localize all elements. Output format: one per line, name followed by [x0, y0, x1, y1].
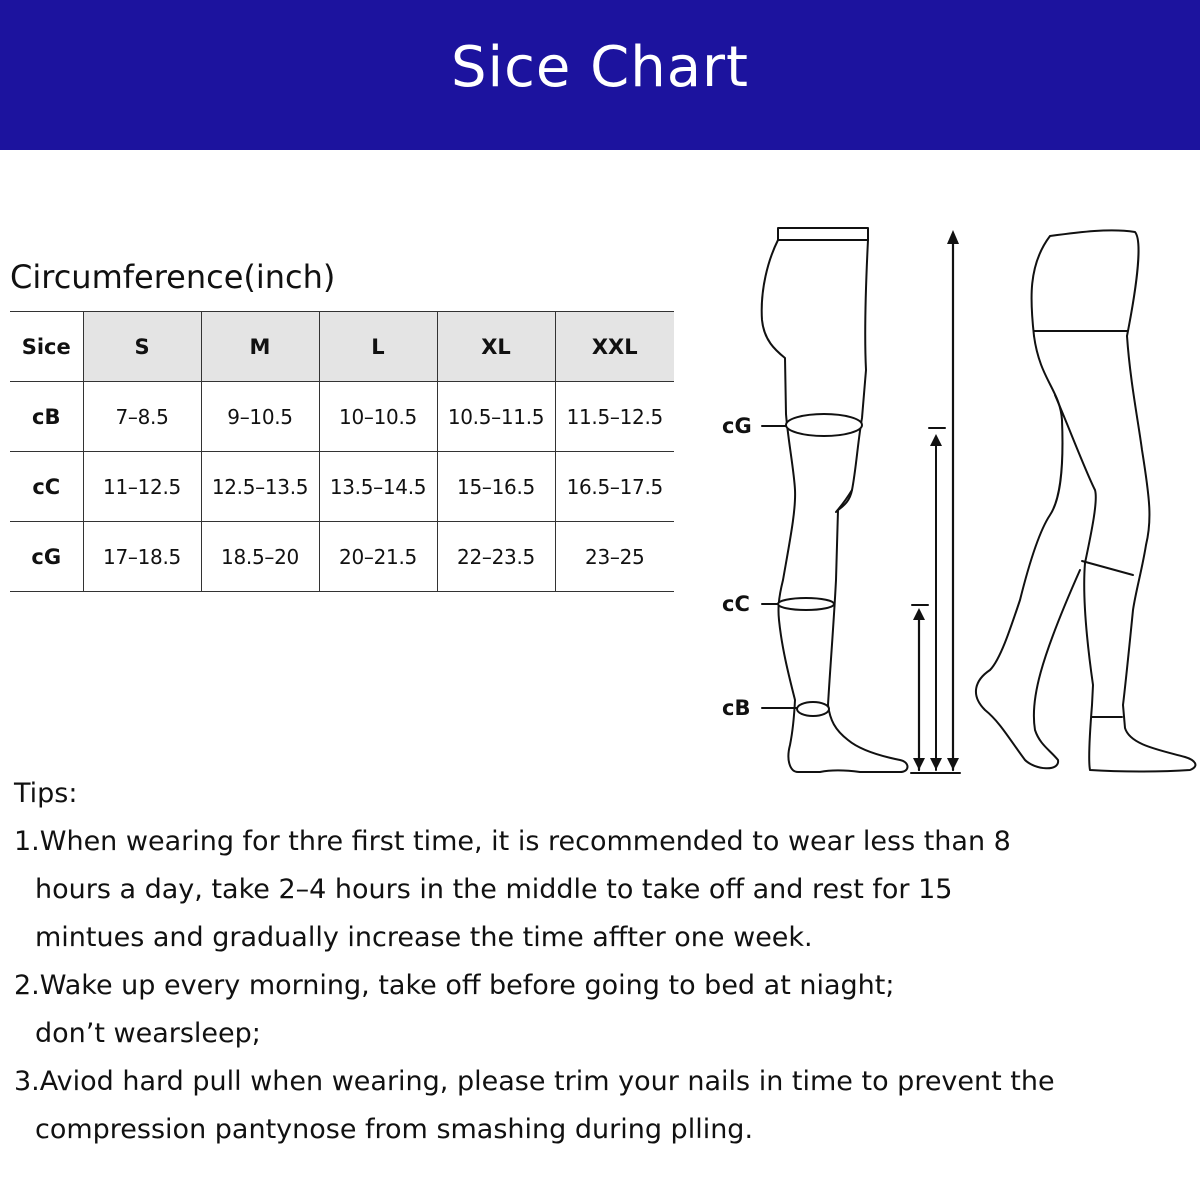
table-cell: 22–23.5	[437, 522, 555, 592]
table-caption: Circumference(inch)	[10, 258, 336, 296]
table-corner-label: Sice	[10, 312, 83, 382]
tip-number: 1.	[14, 826, 40, 857]
tip-line: don’t wearsleep;	[35, 1018, 261, 1049]
column-header-xl: XL	[437, 312, 555, 382]
table-cell: 10.5–11.5	[437, 382, 555, 452]
cc-label: cC	[722, 592, 750, 616]
header-banner	[0, 0, 1200, 150]
table-row-cc	[10, 452, 674, 522]
table-row-cg	[10, 522, 674, 592]
table-cell: 13.5–14.5	[319, 452, 437, 522]
tip-number: 3.	[14, 1066, 40, 1097]
table-cell: 15–16.5	[437, 452, 555, 522]
tip-line: compression pantynose from smashing during plling.	[35, 1114, 754, 1145]
table-cell: 9–10.5	[201, 382, 319, 452]
page-title: Sice Chart	[450, 34, 750, 100]
cb-label: cB	[722, 696, 751, 720]
column-header-l: L	[319, 312, 437, 382]
table-cell: 11–12.5	[83, 452, 201, 522]
table-cell: 23–25	[555, 522, 674, 592]
leg-illustration-icon	[700, 220, 1200, 780]
row-label: cC	[10, 452, 83, 522]
tip-item	[14, 962, 1194, 1058]
table-header-row	[10, 312, 674, 382]
column-header-s: S	[83, 312, 201, 382]
table-cell: 18.5–20	[201, 522, 319, 592]
tip-item	[14, 1058, 1194, 1154]
table-cell: 20–21.5	[319, 522, 437, 592]
tip-line: Wake up every morning, take off before going to bed at niaght;	[39, 970, 895, 1001]
column-header-m: M	[201, 312, 319, 382]
tip-number: 2.	[14, 970, 40, 1001]
table-cell: 10–10.5	[319, 382, 437, 452]
table-row-cb	[10, 382, 674, 452]
tip-line: Aviod hard pull when wearing, please trim your nails in time to prevent the	[39, 1066, 1055, 1097]
table-cell: 17–18.5	[83, 522, 201, 592]
tip-item	[14, 818, 1194, 962]
cg-label: cG	[722, 414, 752, 438]
leg-measurement-diagram	[700, 220, 1200, 780]
row-label: cB	[10, 382, 83, 452]
tip-line: mintues and gradually increase the time affter one week.	[35, 922, 813, 953]
row-label: cG	[10, 522, 83, 592]
table-cell: 12.5–13.5	[201, 452, 319, 522]
table-cell: 11.5–12.5	[555, 382, 674, 452]
column-header-xxl: XXL	[555, 312, 674, 382]
table-cell: 16.5–17.5	[555, 452, 674, 522]
tip-line: When wearing for thre first time, it is recommended to wear less than 8	[39, 826, 1011, 857]
tips-title: Tips:	[14, 778, 78, 809]
size-table	[10, 311, 674, 592]
table-cell: 7–8.5	[83, 382, 201, 452]
tip-line: hours a day, take 2–4 hours in the middle to take off and rest for 15	[35, 874, 953, 905]
tips-section	[14, 770, 1194, 1154]
